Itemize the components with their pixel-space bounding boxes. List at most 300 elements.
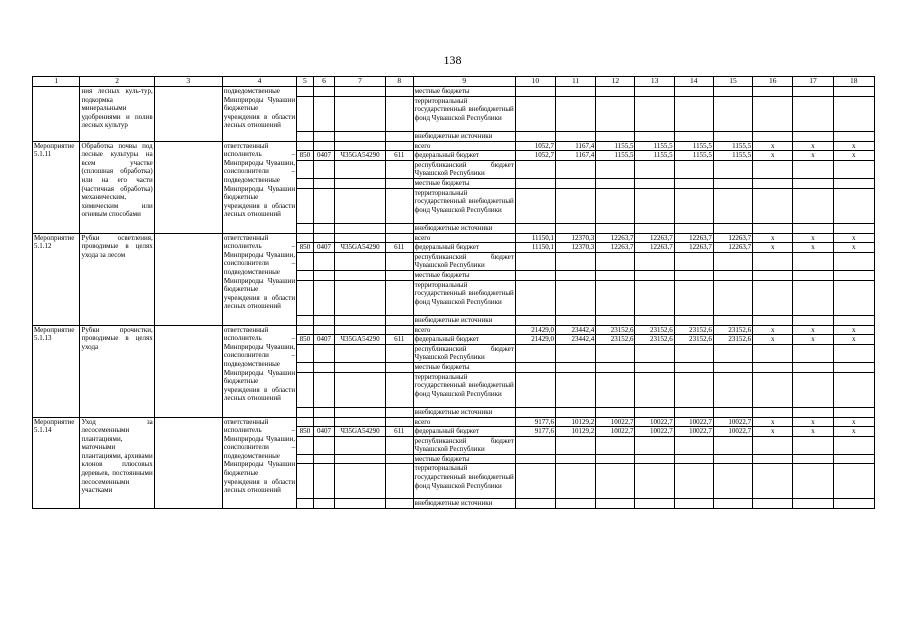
grbs-code: 850 bbox=[297, 151, 314, 161]
rzpr-code: 0407 bbox=[313, 243, 335, 253]
amount-cell bbox=[515, 464, 555, 499]
amount-cell: 12263,7 bbox=[713, 233, 752, 243]
measure-id: Мероприятие 5.1.11 bbox=[33, 141, 80, 233]
amount-cell bbox=[635, 131, 674, 141]
funding-source: республиканский бюджет Чувашской Республики bbox=[414, 252, 514, 270]
budget-code bbox=[385, 436, 413, 454]
amount-cell: x bbox=[793, 233, 833, 243]
budget-code bbox=[335, 372, 386, 407]
budget-code bbox=[297, 454, 314, 464]
budget-code bbox=[385, 252, 413, 270]
amount-cell bbox=[596, 464, 635, 499]
budget-code bbox=[313, 87, 335, 97]
goal-indicator bbox=[154, 417, 222, 509]
budget-code bbox=[313, 252, 335, 270]
amount-cell: x bbox=[833, 243, 874, 253]
amount-cell bbox=[793, 188, 833, 223]
amount-cell: 12263,7 bbox=[596, 233, 635, 243]
amount-cell: 10022,7 bbox=[635, 417, 674, 427]
amount-cell: 10022,7 bbox=[596, 427, 635, 437]
amount-cell bbox=[515, 362, 555, 372]
amount-cell bbox=[793, 454, 833, 464]
budget-code bbox=[313, 372, 335, 407]
budget-code bbox=[297, 407, 314, 417]
amount-cell: 21429,0 bbox=[515, 335, 555, 345]
amount-cell bbox=[713, 315, 752, 325]
amount-cell bbox=[596, 454, 635, 464]
budget-code bbox=[335, 344, 386, 362]
executor: ответственный исполнитель – Минприроды Чувашии, соисполнители – подведомственные Минприроды Чувашии бюджетные учреждения в области лесных отношений bbox=[222, 233, 296, 325]
amount-cell bbox=[753, 436, 793, 454]
amount-cell bbox=[793, 464, 833, 499]
amount-cell bbox=[793, 372, 833, 407]
budget-code bbox=[335, 270, 386, 280]
amount-cell bbox=[556, 372, 596, 407]
budget-code bbox=[313, 280, 335, 315]
measure-id: Мероприятие 5.1.12 bbox=[33, 233, 80, 325]
amount-cell bbox=[515, 178, 555, 188]
funding-source: республиканский бюджет Чувашской Республики bbox=[414, 160, 514, 178]
budget-code bbox=[297, 188, 314, 223]
amount-cell bbox=[635, 362, 674, 372]
budget-code bbox=[335, 188, 386, 223]
amount-cell: x bbox=[833, 417, 874, 427]
budget-code bbox=[335, 96, 386, 131]
amount-cell bbox=[596, 372, 635, 407]
amount-cell bbox=[515, 96, 555, 131]
csr-code: Ч35GА54290 bbox=[335, 151, 386, 161]
amount-cell bbox=[635, 87, 674, 97]
amount-cell bbox=[515, 252, 555, 270]
amount-cell bbox=[674, 344, 713, 362]
amount-cell: 21429,0 bbox=[515, 325, 555, 335]
table-row bbox=[33, 87, 875, 97]
amount-cell bbox=[635, 372, 674, 407]
amount-cell bbox=[713, 362, 752, 372]
amount-cell: 10022,7 bbox=[674, 427, 713, 437]
amount-cell: 10022,7 bbox=[596, 417, 635, 427]
amount-cell bbox=[635, 407, 674, 417]
budget-code bbox=[335, 464, 386, 499]
budget-code bbox=[297, 178, 314, 188]
budget-code bbox=[297, 280, 314, 315]
amount-cell: 11150,1 bbox=[515, 233, 555, 243]
amount-cell: x bbox=[793, 325, 833, 335]
amount-cell bbox=[515, 223, 555, 233]
amount-cell bbox=[674, 315, 713, 325]
amount-cell bbox=[515, 87, 555, 97]
amount-cell bbox=[833, 131, 874, 141]
amount-cell: 23442,4 bbox=[556, 325, 596, 335]
amount-cell bbox=[793, 252, 833, 270]
funding-source: федеральный бюджет bbox=[413, 427, 515, 437]
amount-cell bbox=[833, 499, 874, 509]
funding-source: территориальный государственный внебюджетный фонд Чувашской Республики bbox=[413, 280, 515, 315]
amount-cell bbox=[713, 178, 752, 188]
executor: ответственный исполнитель – Минприроды Чувашии, соисполнители – подведомственные Минприроды Чувашии бюджетные учреждения в области лесных отношений bbox=[222, 325, 296, 417]
amount-cell bbox=[793, 87, 833, 97]
amount-cell bbox=[833, 160, 874, 178]
amount-cell: 23442,4 bbox=[556, 335, 596, 345]
amount-cell bbox=[674, 270, 713, 280]
budget-code bbox=[385, 188, 413, 223]
amount-cell bbox=[556, 223, 596, 233]
funding-source: республиканский бюджет Чувашской Республики bbox=[414, 436, 514, 454]
amount-cell bbox=[713, 372, 752, 407]
amount-cell: 1167,4 bbox=[556, 151, 596, 161]
amount-cell: 12370,3 bbox=[556, 233, 596, 243]
budget-code bbox=[385, 417, 413, 427]
amount-cell bbox=[635, 499, 674, 509]
amount-cell bbox=[674, 178, 713, 188]
amount-cell bbox=[515, 499, 555, 509]
funding-source: федеральный бюджет bbox=[413, 151, 515, 161]
amount-cell bbox=[515, 131, 555, 141]
amount-cell bbox=[713, 344, 752, 362]
amount-cell bbox=[556, 87, 596, 97]
amount-cell: 1155,5 bbox=[713, 141, 752, 151]
amount-cell bbox=[753, 344, 793, 362]
budget-code bbox=[335, 454, 386, 464]
budget-code bbox=[385, 499, 413, 509]
amount-cell bbox=[833, 454, 874, 464]
amount-cell bbox=[753, 362, 793, 372]
amount-cell bbox=[793, 362, 833, 372]
budget-code bbox=[385, 325, 413, 335]
amount-cell bbox=[674, 499, 713, 509]
amount-cell: 1155,5 bbox=[674, 151, 713, 161]
amount-cell: 1155,5 bbox=[635, 141, 674, 151]
budget-code bbox=[297, 223, 314, 233]
column-header: 1 bbox=[33, 77, 80, 87]
amount-cell bbox=[833, 252, 874, 270]
budget-code bbox=[297, 436, 314, 454]
amount-cell: 10129,2 bbox=[556, 417, 596, 427]
amount-cell: 23152,6 bbox=[713, 325, 752, 335]
goal-indicator bbox=[154, 87, 222, 142]
amount-cell bbox=[833, 96, 874, 131]
amount-cell bbox=[753, 188, 793, 223]
amount-cell bbox=[556, 178, 596, 188]
grbs-code: 850 bbox=[297, 427, 314, 437]
amount-cell: x bbox=[833, 427, 874, 437]
budget-code bbox=[297, 233, 314, 243]
amount-cell bbox=[674, 96, 713, 131]
amount-cell: 10022,7 bbox=[713, 427, 752, 437]
amount-cell bbox=[596, 96, 635, 131]
amount-cell bbox=[635, 454, 674, 464]
column-header: 3 bbox=[154, 77, 222, 87]
budget-code bbox=[335, 407, 386, 417]
amount-cell bbox=[596, 362, 635, 372]
amount-cell bbox=[793, 131, 833, 141]
funding-source: республиканский бюджет Чувашской Республики bbox=[414, 344, 514, 362]
amount-cell bbox=[793, 499, 833, 509]
amount-cell: 23152,6 bbox=[635, 335, 674, 345]
amount-cell bbox=[793, 160, 833, 178]
funding-source: внебюджетные источники bbox=[413, 131, 515, 141]
amount-cell bbox=[556, 280, 596, 315]
funding-source: территориальный государственный внебюджетный фонд Чувашской Республики bbox=[413, 188, 515, 223]
budget-code bbox=[313, 362, 335, 372]
amount-cell: x bbox=[793, 417, 833, 427]
amount-cell bbox=[753, 131, 793, 141]
amount-cell bbox=[713, 252, 752, 270]
budget-code bbox=[297, 362, 314, 372]
amount-cell bbox=[793, 280, 833, 315]
amount-cell bbox=[596, 178, 635, 188]
amount-cell: x bbox=[793, 335, 833, 345]
amount-cell bbox=[635, 252, 674, 270]
column-header: 7 bbox=[335, 77, 386, 87]
executor: подведомственные Минприроды Чувашии бюджетные учреждения в области лесных отношений bbox=[222, 87, 296, 142]
amount-cell bbox=[833, 280, 874, 315]
amount-cell bbox=[753, 223, 793, 233]
funding-source: местные бюджеты bbox=[413, 87, 515, 97]
amount-cell: x bbox=[833, 325, 874, 335]
amount-cell: 12263,7 bbox=[674, 243, 713, 253]
amount-cell bbox=[515, 188, 555, 223]
amount-cell: x bbox=[833, 151, 874, 161]
amount-cell bbox=[753, 87, 793, 97]
amount-cell bbox=[753, 270, 793, 280]
measure-name: Рубки осветления, проводимые в целях ухода за лесом bbox=[80, 233, 154, 325]
amount-cell: 10022,7 bbox=[713, 417, 752, 427]
amount-cell bbox=[713, 188, 752, 223]
budget-code bbox=[335, 87, 386, 97]
amount-cell bbox=[556, 252, 596, 270]
column-header: 5 bbox=[297, 77, 314, 87]
amount-cell: x bbox=[753, 335, 793, 345]
amount-cell bbox=[674, 362, 713, 372]
budget-code bbox=[385, 280, 413, 315]
amount-cell bbox=[596, 280, 635, 315]
funding-source: федеральный бюджет bbox=[413, 335, 515, 345]
amount-cell: 23152,6 bbox=[635, 325, 674, 335]
amount-cell bbox=[753, 464, 793, 499]
amount-cell bbox=[556, 315, 596, 325]
budget-code bbox=[385, 464, 413, 499]
budget-code bbox=[335, 223, 386, 233]
amount-cell: x bbox=[753, 427, 793, 437]
amount-cell bbox=[635, 280, 674, 315]
amount-cell bbox=[674, 280, 713, 315]
table-row bbox=[33, 417, 875, 427]
budget-code bbox=[313, 160, 335, 178]
funding-source: всего bbox=[413, 417, 515, 427]
column-header: 9 bbox=[413, 77, 515, 87]
amount-cell bbox=[596, 188, 635, 223]
amount-cell: 23152,6 bbox=[713, 335, 752, 345]
funding-source: местные бюджеты bbox=[413, 454, 515, 464]
rzpr-code: 0407 bbox=[313, 151, 335, 161]
funding-source: местные бюджеты bbox=[413, 178, 515, 188]
budget-code bbox=[313, 499, 335, 509]
amount-cell: 11150,1 bbox=[515, 243, 555, 253]
column-header: 15 bbox=[713, 77, 752, 87]
amount-cell bbox=[674, 407, 713, 417]
budget-code bbox=[335, 131, 386, 141]
amount-cell bbox=[515, 344, 555, 362]
amount-cell bbox=[635, 188, 674, 223]
amount-cell bbox=[596, 344, 635, 362]
budget-code bbox=[297, 372, 314, 407]
amount-cell bbox=[596, 223, 635, 233]
budget-code bbox=[313, 270, 335, 280]
budget-code bbox=[385, 160, 413, 178]
amount-cell bbox=[556, 454, 596, 464]
amount-cell bbox=[753, 160, 793, 178]
amount-cell bbox=[556, 344, 596, 362]
budget-code bbox=[335, 178, 386, 188]
amount-cell bbox=[674, 87, 713, 97]
amount-cell: 9177,6 bbox=[515, 427, 555, 437]
amount-cell: 1167,4 bbox=[556, 141, 596, 151]
column-header: 18 bbox=[833, 77, 874, 87]
amount-cell: 10129,2 bbox=[556, 427, 596, 437]
amount-cell bbox=[674, 223, 713, 233]
measure-name: ния лесных куль-тур, подкормка минеральными удобрениями и полив лесных культур bbox=[80, 87, 154, 142]
vr-code: 611 bbox=[385, 243, 413, 253]
amount-cell: x bbox=[833, 233, 874, 243]
goal-indicator bbox=[154, 141, 222, 233]
budget-code bbox=[297, 464, 314, 499]
measure-name: Обработка почвы под лесные культуры на всем участке (сплошная обработка) или на его части (частичная обработка) механическим, химическим или огневым способами bbox=[80, 141, 154, 233]
amount-cell: 9177,6 bbox=[515, 417, 555, 427]
amount-cell bbox=[833, 436, 874, 454]
amount-cell bbox=[793, 315, 833, 325]
amount-cell bbox=[793, 407, 833, 417]
budget-code bbox=[385, 223, 413, 233]
budget-code bbox=[297, 417, 314, 427]
budget-code bbox=[297, 344, 314, 362]
amount-cell: x bbox=[753, 243, 793, 253]
funding-source: внебюджетные источники bbox=[413, 223, 515, 233]
amount-cell bbox=[713, 87, 752, 97]
budget-code bbox=[385, 270, 413, 280]
amount-cell bbox=[713, 96, 752, 131]
budget-code bbox=[385, 372, 413, 407]
budget-code bbox=[385, 344, 413, 362]
budget-code bbox=[313, 315, 335, 325]
amount-cell: x bbox=[793, 427, 833, 437]
vr-code: 611 bbox=[385, 335, 413, 345]
amount-cell: x bbox=[753, 233, 793, 243]
budget-code bbox=[335, 362, 386, 372]
budget-code bbox=[313, 417, 335, 427]
amount-cell bbox=[556, 270, 596, 280]
amount-cell bbox=[515, 270, 555, 280]
amount-cell: 10022,7 bbox=[635, 427, 674, 437]
amount-cell bbox=[635, 344, 674, 362]
column-header: 17 bbox=[793, 77, 833, 87]
amount-cell bbox=[713, 280, 752, 315]
amount-cell bbox=[635, 223, 674, 233]
budget-code bbox=[297, 252, 314, 270]
csr-code: Ч35GА54290 bbox=[335, 427, 386, 437]
amount-cell bbox=[833, 372, 874, 407]
amount-cell: 1155,5 bbox=[713, 151, 752, 161]
funding-source: территориальный государственный внебюджетный фонд Чувашской Республики bbox=[413, 372, 515, 407]
amount-cell bbox=[753, 96, 793, 131]
amount-cell: x bbox=[793, 151, 833, 161]
amount-cell bbox=[833, 223, 874, 233]
amount-cell bbox=[596, 131, 635, 141]
budget-code bbox=[313, 178, 335, 188]
budget-code bbox=[385, 315, 413, 325]
grbs-code: 850 bbox=[297, 243, 314, 253]
amount-cell bbox=[793, 436, 833, 454]
budget-table bbox=[32, 76, 875, 509]
budget-code bbox=[313, 454, 335, 464]
amount-cell bbox=[674, 454, 713, 464]
goal-indicator bbox=[154, 325, 222, 417]
amount-cell bbox=[793, 344, 833, 362]
budget-code bbox=[335, 417, 386, 427]
measure-name: Рубки прочистки, проводимые в целях ухода bbox=[80, 325, 154, 417]
table-row bbox=[33, 233, 875, 243]
budget-code bbox=[335, 499, 386, 509]
vr-code: 611 bbox=[385, 427, 413, 437]
amount-cell bbox=[713, 464, 752, 499]
rzpr-code: 0407 bbox=[313, 427, 335, 437]
executor: ответственный исполнитель – Минприроды Чувашии, соисполнители – подведомственные Минприроды Чувашии бюджетные учреждения в области лесных отношений bbox=[222, 417, 296, 509]
amount-cell bbox=[674, 464, 713, 499]
amount-cell: x bbox=[753, 417, 793, 427]
funding-source: территориальный государственный внебюджетный фонд Чувашской Республики bbox=[413, 464, 515, 499]
amount-cell bbox=[596, 499, 635, 509]
amount-cell bbox=[596, 252, 635, 270]
amount-cell bbox=[556, 96, 596, 131]
amount-cell: 23152,6 bbox=[674, 335, 713, 345]
csr-code: Ч35GА54290 bbox=[335, 243, 386, 253]
amount-cell: 10022,7 bbox=[674, 417, 713, 427]
column-header: 11 bbox=[556, 77, 596, 87]
column-header: 10 bbox=[515, 77, 555, 87]
budget-code bbox=[297, 270, 314, 280]
amount-cell bbox=[635, 160, 674, 178]
amount-cell: x bbox=[833, 335, 874, 345]
budget-code bbox=[313, 325, 335, 335]
amount-cell bbox=[556, 407, 596, 417]
amount-cell: x bbox=[753, 151, 793, 161]
measure-id bbox=[33, 87, 80, 142]
budget-code bbox=[385, 87, 413, 97]
amount-cell: 1155,5 bbox=[635, 151, 674, 161]
executor: ответственный исполнитель – Минприроды Чувашии, соисполнители – подведомственные Минприроды Чувашии бюджетные учреждения в области лесных отношений bbox=[222, 141, 296, 233]
budget-code bbox=[297, 499, 314, 509]
amount-cell bbox=[556, 362, 596, 372]
amount-cell bbox=[556, 188, 596, 223]
amount-cell bbox=[556, 499, 596, 509]
amount-cell bbox=[515, 280, 555, 315]
amount-cell: 23152,6 bbox=[596, 325, 635, 335]
table-row bbox=[33, 325, 875, 335]
amount-cell bbox=[674, 160, 713, 178]
amount-cell bbox=[753, 178, 793, 188]
funding-source: всего bbox=[413, 141, 515, 151]
amount-cell bbox=[635, 436, 674, 454]
page-number: 138 bbox=[443, 53, 462, 67]
amount-cell bbox=[713, 160, 752, 178]
budget-code bbox=[297, 131, 314, 141]
amount-cell bbox=[833, 270, 874, 280]
budget-code bbox=[313, 464, 335, 499]
column-header: 4 bbox=[222, 77, 296, 87]
funding-source: территориальный государственный внебюджетный фонд Чувашской Республики bbox=[413, 96, 515, 131]
budget-code bbox=[385, 141, 413, 151]
amount-cell bbox=[674, 131, 713, 141]
